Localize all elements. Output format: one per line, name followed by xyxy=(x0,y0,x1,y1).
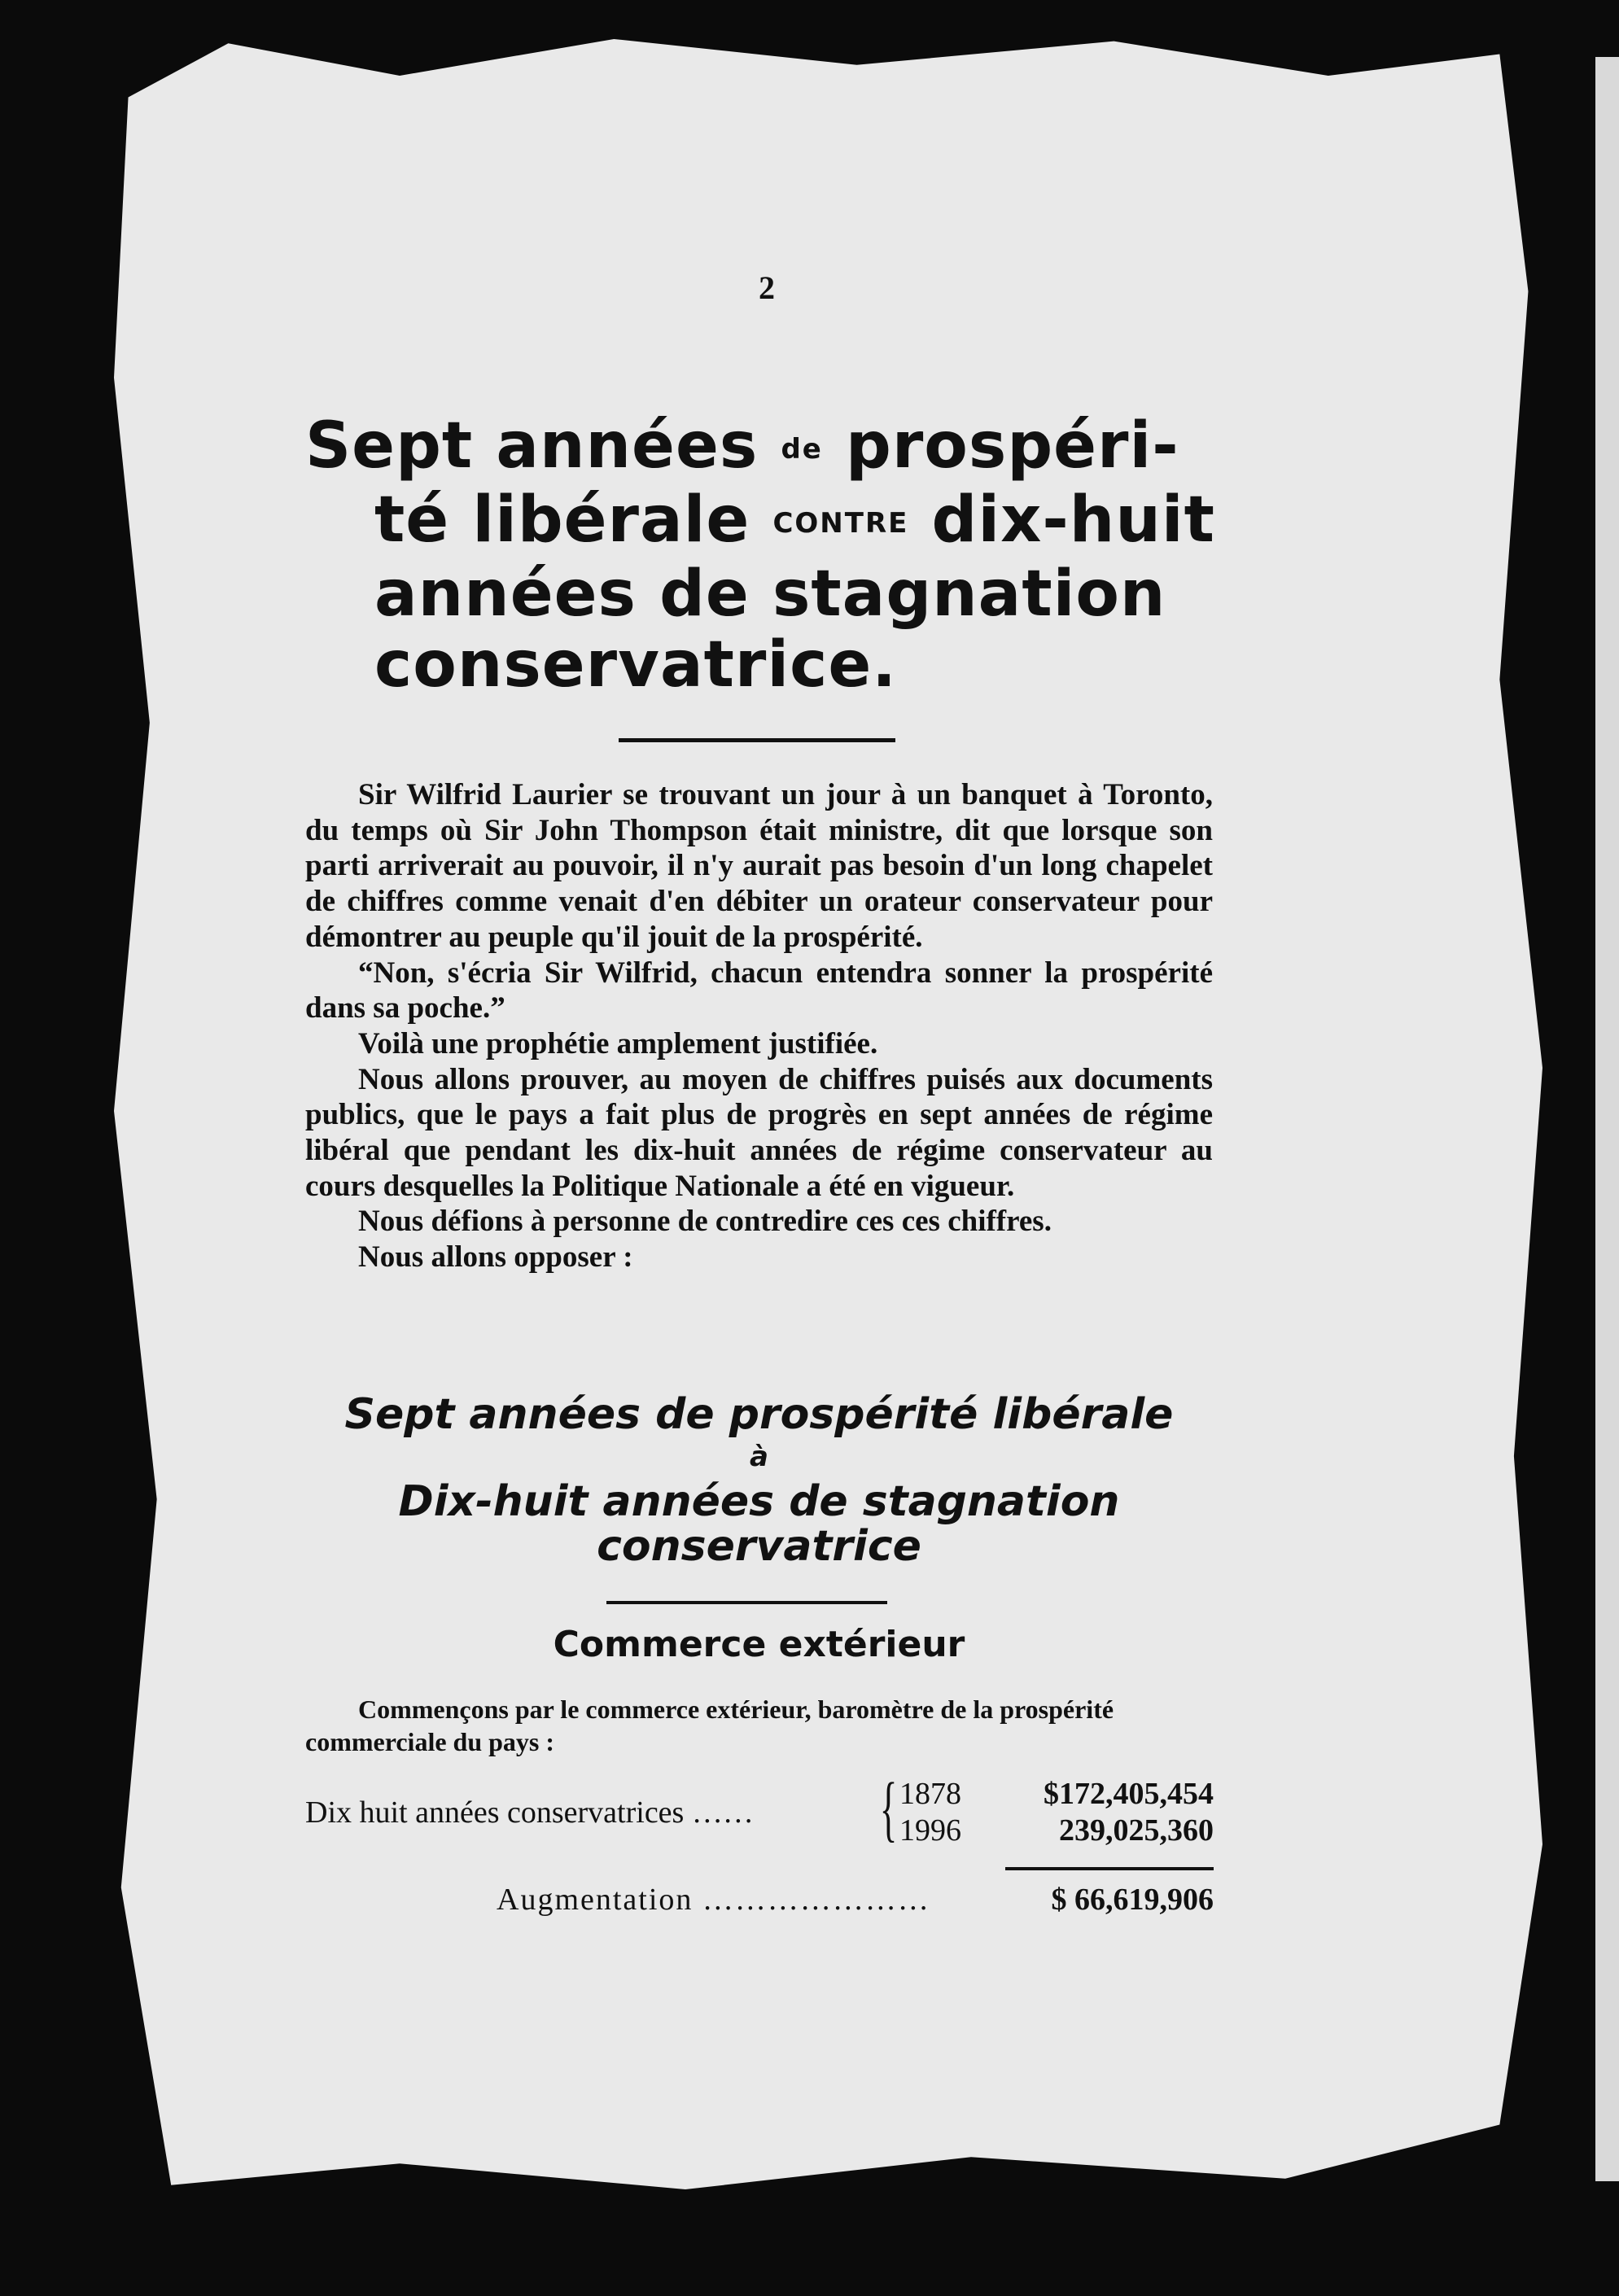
paragraph: Nous allons opposer : xyxy=(358,1240,633,1275)
title-line-1 xyxy=(305,411,1225,485)
table-row-label: Dix huit années conservatrices …… xyxy=(305,1795,754,1830)
page-title xyxy=(305,411,1225,701)
subtitle-line-3: Dix-huit années de stagnation xyxy=(398,1477,1120,1526)
title-connector: de xyxy=(781,433,823,466)
title-divider xyxy=(619,738,895,742)
subtitle-line-2: à xyxy=(750,1441,768,1473)
sum-rule xyxy=(1005,1867,1214,1870)
adjacent-page-edge xyxy=(1595,57,1619,2181)
paragraph: “Non, s'écria Sir Wilfrid, chacun entendra sonner la prospérité dans sa poche.” xyxy=(305,956,1213,1026)
title-line-2 xyxy=(305,485,1225,559)
title-text: té libérale xyxy=(374,483,750,558)
paragraph: Nous allons prouver, au moyen de chiffres puisés aux documents publics, que le pays a fait plus de progrès en sept années de régime libéral que pendant les dix-huit années de régime conservateur au cours desquelles la Politique Nationale a été en vigueur. xyxy=(305,1062,1213,1203)
paragraph: Voilà une prophétie amplement justifiée. xyxy=(358,1026,878,1061)
brace: { xyxy=(879,1769,898,1849)
title-text: dix-huit xyxy=(931,483,1215,558)
total-label: Augmentation ………………… xyxy=(497,1883,930,1917)
title-line-4: conservatrice. xyxy=(374,628,897,702)
subtitle-line-1: Sept années de prospérité libérale xyxy=(344,1390,1174,1439)
amount-1: $172,405,454 xyxy=(1044,1777,1214,1811)
body-text xyxy=(305,777,1213,1275)
section-divider xyxy=(606,1601,887,1604)
subtitle-line-4: conservatrice xyxy=(597,1522,921,1571)
title-text: prospéri- xyxy=(846,409,1179,483)
section-heading: Commerce extérieur xyxy=(553,1624,965,1665)
title-connector: CONTRE xyxy=(772,507,909,540)
year-1996: 1996 xyxy=(899,1813,961,1848)
paragraph: Nous défions à personne de contredire ces ces chiffres. xyxy=(358,1205,1052,1239)
amount-2: 239,025,360 xyxy=(1059,1813,1214,1848)
total-amount: $ 66,619,906 xyxy=(1051,1883,1214,1917)
title-text: Sept années xyxy=(305,409,759,483)
intro-text xyxy=(305,1693,1213,1758)
intro-paragraph: Commençons par le commerce extérieur, baromètre de la prospérité commerciale du pays : xyxy=(305,1695,1114,1756)
paragraph: Sir Wilfrid Laurier se trouvant un jour à un banquet à Toronto, du temps où Sir John Thompson était ministre, dit que lorsque son parti arriverait au pouvoir, il n'y aurait pas besoin d'un long chapelet de chiffres comme venait d'en débiter un orateur conservateur pour démontrer au peuple qu'il jouit de la prospérité. xyxy=(305,778,1213,954)
title-line-3: années de stagnation xyxy=(374,558,1166,632)
year-1878: 1878 xyxy=(899,1777,961,1811)
page-number: 2 xyxy=(759,269,775,306)
